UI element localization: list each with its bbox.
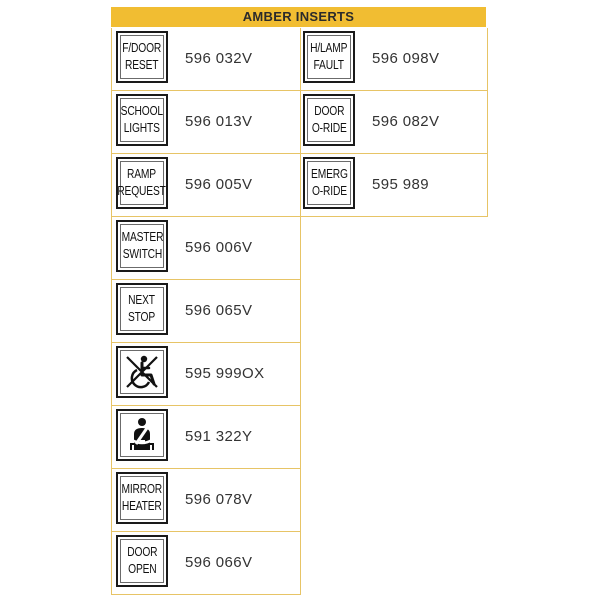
table-header: AMBER INSERTS: [111, 7, 486, 27]
insert-label: RAMP REQUEST: [117, 167, 167, 198]
insert-label: MIRROR HEATER: [121, 482, 163, 513]
insert-label: SCHOOL LIGHTS: [120, 104, 164, 135]
table-row: [112, 280, 300, 343]
insert-button-seatbelt: [116, 409, 168, 461]
insert-button-ramp-request: [116, 157, 168, 209]
table-row: [112, 91, 300, 154]
insert-button-hlamp-fault: [303, 31, 355, 83]
part-number: 596 005V: [185, 176, 253, 193]
part-number: 596 098V: [372, 50, 440, 67]
table-row: [112, 28, 300, 91]
part-number: 596 065V: [185, 302, 253, 319]
part-number: 596 032V: [185, 50, 253, 67]
part-number: 596 006V: [185, 239, 253, 256]
part-number: 596 082V: [372, 113, 440, 130]
insert-label: NEXT STOP: [128, 293, 156, 324]
table-row: [299, 28, 487, 91]
insert-button-mirror-heater: [116, 472, 168, 524]
insert-button-door-open: [116, 535, 168, 587]
table-row: [299, 154, 487, 217]
left-column: [111, 28, 301, 595]
table-row: [112, 469, 300, 532]
insert-button-master-switch: [116, 220, 168, 272]
insert-label: DOOR OPEN: [126, 545, 158, 576]
insert-label: DOOR O-RIDE: [311, 104, 347, 135]
insert-button-emerg-oride: [303, 157, 355, 209]
insert-button-next-stop: [116, 283, 168, 335]
table-row: [112, 217, 300, 280]
insert-button-school-lights: [116, 94, 168, 146]
table-row: [299, 91, 487, 154]
seatbelt-icon: [121, 414, 163, 456]
part-number: 596 066V: [185, 554, 253, 571]
table-row: [112, 532, 300, 595]
table-row: [112, 154, 300, 217]
part-number: 595 999OX: [185, 365, 265, 382]
no-wheelchair-icon: [121, 351, 163, 393]
table-row: [112, 406, 300, 469]
insert-label: MASTER SWITCH: [121, 230, 163, 261]
right-column: [299, 28, 488, 217]
table-row: [112, 343, 300, 406]
insert-label: EMERG O-RIDE: [310, 167, 348, 198]
part-number: 596 013V: [185, 113, 253, 130]
part-number: 591 322Y: [185, 428, 253, 445]
insert-button-fdoor-reset: [116, 31, 168, 83]
insert-label: H/LAMP FAULT: [310, 41, 348, 72]
insert-label: F/DOOR RESET: [122, 41, 162, 72]
part-number: 595 989: [372, 176, 430, 193]
part-number: 596 078V: [185, 491, 253, 508]
insert-button-door-oride: [303, 94, 355, 146]
insert-button-no-wheelchair: [116, 346, 168, 398]
